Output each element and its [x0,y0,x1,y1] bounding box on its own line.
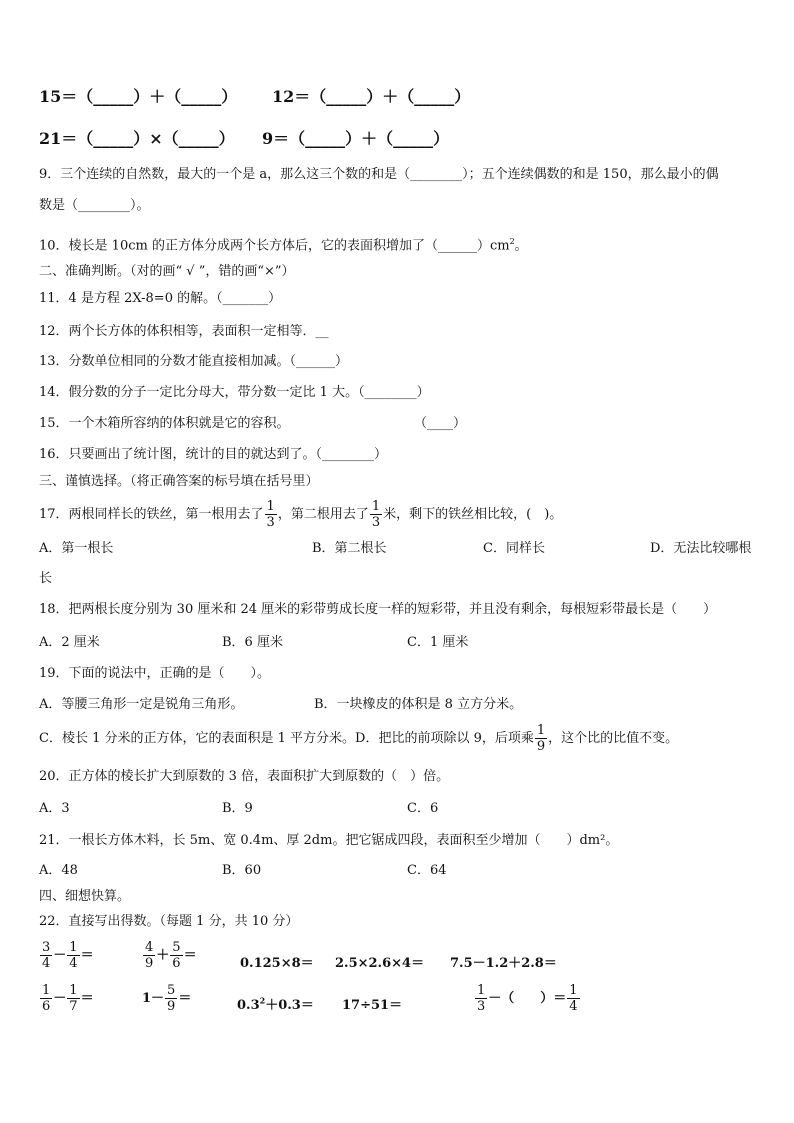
question-18-option-a: A．2 厘米 [39,635,100,650]
calc-r1-e3: 0.125×8＝ [240,956,314,971]
question-9-line2: 数是（________）。 [39,198,150,213]
question-19-option-b: B．一块橡皮的体积是 8 立方分米。 [314,697,523,712]
question-20-option-b: B．9 [222,801,253,816]
question-20-option-c: C．6 [407,801,439,816]
question-11: 11．4 是方程 2X-8=0 的解。（_______） [39,291,282,306]
question-21-option-c: C．64 [407,863,447,878]
calc-r1-e5: 7.5－1.2＋2.8＝ [450,956,557,971]
question-21-option-a: A．48 [39,863,78,878]
section-4-heading: 四、细想快算。 [39,889,131,904]
fraction: $\frac{1}{3}$ [266,499,275,530]
question-17-option-d: D．无法比较哪根 [650,541,752,556]
calc-r1-e4: 2.5×2.6×4＝ [335,956,425,971]
calc-r1-e2: $\frac{4}{9}$ ＋ $\frac{5}{6}$ ＝ [145,940,197,971]
calc-r2-e5: $\frac{1}{3}$ －（ ）＝ $\frac{1}{4}$ [477,983,578,1014]
question-20-option-a: A．3 [39,801,70,816]
question-17-option-c: C．同样长 [483,541,545,556]
calc-r2-e1: $\frac{1}{6}$ － $\frac{1}{7}$ ＝ [42,983,94,1014]
calc-r2-e2: 1－ $\frac{5}{9}$ ＝ [142,983,192,1014]
question-19: 19．下面的说法中，正确的是（ ）。 [39,666,271,681]
decomp-15: 15＝（_____）＋（_____） [39,87,238,106]
question-21-option-b: B．60 [222,863,262,878]
question-19-option-a: A．等腰三角形一定是锐角三角形。 [39,697,244,712]
calc-r1-e1: $\frac{3}{4}$ － $\frac{1}{4}$ ＝ [42,940,94,971]
calc-r2-e3: $0.3^2+0.3=$ [237,995,314,1013]
question-18: 18．把两根长度分别为 30 厘米和 24 厘米的彩带剪成长度一样的短彩带，并且没有剩余，每根短彩带最长是（ ） [39,602,717,617]
question-20: 20．正方体的棱长扩大到原数的 3 倍，表面积扩大到原数的（ ）倍。 [39,769,450,784]
section-3-heading: 三、谨慎选择。（将正确答案的标号填在括号里） [39,474,319,489]
section-2-heading: 二、准确判断。（对的画“ √ ”，错的画“×”） [39,264,295,279]
question-17-option-b: B．第二根长 [312,541,387,556]
question-14: 14．假分数的分子一定比分母大，带分数一定比 1 大。（________） [39,385,430,400]
question-18-option-b: B．6 厘米 [222,635,283,650]
question-12: 12．两个长方体的体积相等，表面积一定相等．__ [39,324,329,339]
fraction: $\frac{1}{9}$ [536,723,546,754]
question-21: 21．一根长方体木料，长 5m、宽 0.4m、厚 2dm。把它锯成四段，表面积至少增加（ ）dm²。 [39,833,619,848]
decomp-21: 21＝（_____）×（_____） [39,129,235,148]
question-22: 22．直接写出得数。（每题 1 分，共 10 分） [39,914,299,929]
question-18-option-c: C．1 厘米 [407,635,469,650]
question-9-line1: 9．三个连续的自然数，最大的一个是 a，那么这三个数的和是（________）；五个连续偶数的和是 150，那么最小的偶 [39,167,719,182]
question-15: 15．一个木箱所容纳的体积就是它的容积。 [39,416,290,431]
fraction: $\frac{1}{3}$ [371,499,381,530]
question-17: 17．两根同样长的铁丝，第一根用去了 $\frac{1}{3}$ ，第二根用去了 $\frac{1}{3}$ 米，剩下的铁丝相比较，( )。 [39,499,563,530]
question-19-options-cd: C．棱长 1 分米的正方体，它的表面积是 1 平方分米。D．把比的前项除以 9，后项乘 $\frac{1}{9}$ ，这个比的比值不变。 [39,723,679,754]
question-16: 16．只要画出了统计图，统计的目的就达到了。（________） [39,447,388,462]
decomp-12: 12＝（_____）＋（_____） [272,87,471,106]
question-17-option-a: A．第一根长 [39,541,114,556]
decomp-9: 9＝（_____）＋（_____） [262,129,450,148]
question-17-option-d-wrap: 长 [39,571,53,586]
question-10: 10．棱长是 10cm 的正方体分成两个长方体后，它的表面积增加了$(\_\_\_\_\_\_)cm^2$。 [39,237,528,254]
calc-r2-e4: 17÷51＝ [342,998,403,1013]
question-13: 13．分数单位相同的分数才能直接相加减。（______） [39,354,349,369]
question-15-blank: （____） [414,416,467,431]
